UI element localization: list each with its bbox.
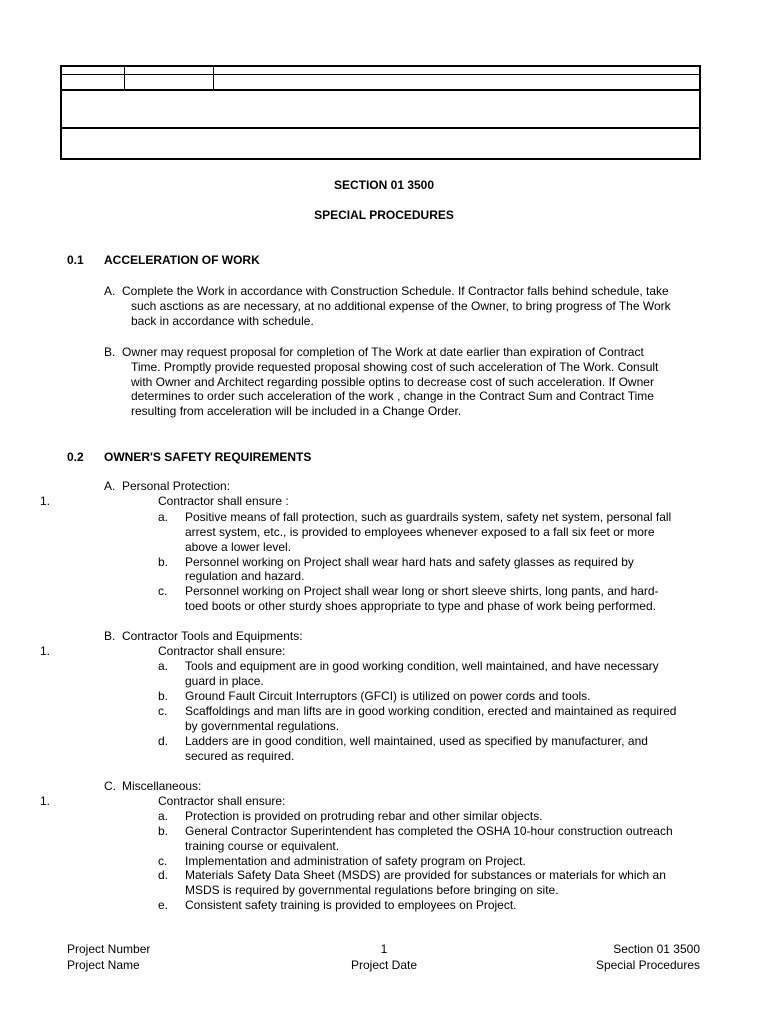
- item-line: Ladders are in good condition, well maintained, used as specified by manufacturer, and: [185, 734, 648, 748]
- item-line: Positive means of fall protection, such as guardrails system, safety net system, personal fall: [185, 510, 672, 524]
- footer-project-date: Project Date: [350, 958, 418, 972]
- paragraph-letter: C.: [104, 779, 116, 793]
- item-line: Ground Fault Circuit Interruptors (GFCI) is utilized on power cords and tools.: [185, 689, 591, 703]
- header-form-box: [60, 65, 701, 160]
- paragraph-line: Time. Promptly provide requested proposal showing cost of such acceleration of The Work. Consult: [131, 360, 659, 374]
- footer-section-number: Section 01 3500: [613, 942, 700, 956]
- item-letter: c.: [158, 854, 168, 868]
- item-letter: a.: [158, 659, 169, 673]
- ensure-line: Contractor shall ensure:: [158, 794, 286, 808]
- item-line: training course or equivalent.: [185, 839, 340, 853]
- item-letter: b.: [158, 555, 169, 569]
- item-line: Materials Safety Data Sheet (MSDS) are provided for substances or materials for which an: [185, 868, 666, 882]
- list-number: 1.: [40, 494, 51, 508]
- item-line: arrest system, etc., is provided to employees whenever exposed to a fall six feet or more: [185, 525, 655, 539]
- item-letter: d.: [158, 868, 169, 882]
- item-letter: e.: [158, 898, 169, 912]
- header-column-divider: [213, 67, 214, 89]
- item-line: MSDS is required by governmental regulations before bringing on site.: [185, 883, 559, 897]
- paragraph-letter: A.: [104, 284, 116, 298]
- header-row-divider: [62, 74, 699, 75]
- list-number: 1.: [40, 794, 51, 808]
- footer-page-number: 1: [380, 942, 388, 956]
- section-title: SECTION 01 3500: [333, 178, 435, 192]
- header-row-top: [62, 67, 699, 91]
- item-letter: d.: [158, 734, 169, 748]
- item-line: Scaffoldings and man lifts are in good working condition, erected and maintained as required: [185, 704, 677, 718]
- paragraph-heading: Miscellaneous:: [122, 779, 202, 793]
- paragraph-line: determines to order such acceleration of the work , change in the Contract Sum and Contract Time: [131, 389, 654, 403]
- paragraph-letter: B.: [104, 345, 116, 359]
- item-line: regulation and hazard.: [185, 569, 305, 583]
- item-letter: a.: [158, 809, 169, 823]
- ensure-line: Contractor shall ensure:: [158, 644, 286, 658]
- paragraph-line: resulting from acceleration will be included in a Change Order.: [131, 404, 462, 418]
- item-line: toed boots or other sturdy shoes appropriate to type and phase of work being performed.: [185, 599, 656, 613]
- document-title: SPECIAL PROCEDURES: [314, 208, 454, 222]
- ensure-line: Contractor shall ensure :: [158, 494, 289, 508]
- section-heading: OWNER'S SAFETY REQUIREMENTS: [104, 450, 312, 464]
- footer-project-number: Project Number: [67, 942, 151, 956]
- item-letter: b.: [158, 824, 169, 838]
- paragraph-heading: Contractor Tools and Equipments:: [122, 629, 303, 643]
- paragraph-heading: Personal Protection:: [122, 479, 231, 493]
- paragraph-line: with Owner and Architect regarding possible optins to decrease cost of such acceleration. If Owner: [131, 375, 654, 389]
- paragraph-letter: A.: [104, 479, 116, 493]
- section-number: 0.1: [67, 253, 84, 267]
- item-line: Personnel working on Project shall wear long or short sleeve shirts, long pants, and hard-: [185, 584, 659, 598]
- item-line: above a lower level.: [185, 540, 292, 554]
- paragraph-line: Owner may request proposal for completion of The Work at date earlier than expiration of Contract: [122, 345, 644, 359]
- item-letter: a.: [158, 510, 169, 524]
- section-heading: ACCELERATION OF WORK: [104, 253, 260, 267]
- item-line: by governmental regulations.: [185, 719, 340, 733]
- item-line: Consistent safety training is provided to employees on Project.: [185, 898, 517, 912]
- footer-section-title: Special Procedures: [595, 958, 700, 972]
- item-letter: b.: [158, 689, 169, 703]
- item-letter: c.: [158, 704, 168, 718]
- section-number: 0.2: [67, 450, 84, 464]
- header-column-divider: [124, 67, 125, 89]
- item-line: General Contractor Superintendent has completed the OSHA 10-hour construction outreach: [185, 824, 673, 838]
- item-line: Protection is provided on protruding rebar and other similar objects.: [185, 809, 543, 823]
- item-line: Personnel working on Project shall wear hard hats and safety glasses as required by: [185, 555, 634, 569]
- paragraph-line: Complete the Work in accordance with Construction Schedule. If Contractor falls behind schedule, take: [122, 284, 669, 298]
- item-line: Implementation and administration of safety program on Project.: [185, 854, 526, 868]
- item-line: Tools and equipment are in good working condition, well maintained, and have necessary: [185, 659, 659, 673]
- item-letter: c.: [158, 584, 168, 598]
- footer-project-name: Project Name: [67, 958, 140, 972]
- paragraph-letter: B.: [104, 629, 116, 643]
- list-number: 1.: [40, 644, 51, 658]
- paragraph-line: back in accordance with schedule.: [131, 314, 314, 328]
- header-row-middle: [62, 89, 699, 129]
- item-line: guard in place.: [185, 674, 264, 688]
- item-line: secured as required.: [185, 749, 295, 763]
- paragraph-line: such asctions as are necessary, at no additional expense of the Owner, to bring progress of The Work: [131, 299, 671, 313]
